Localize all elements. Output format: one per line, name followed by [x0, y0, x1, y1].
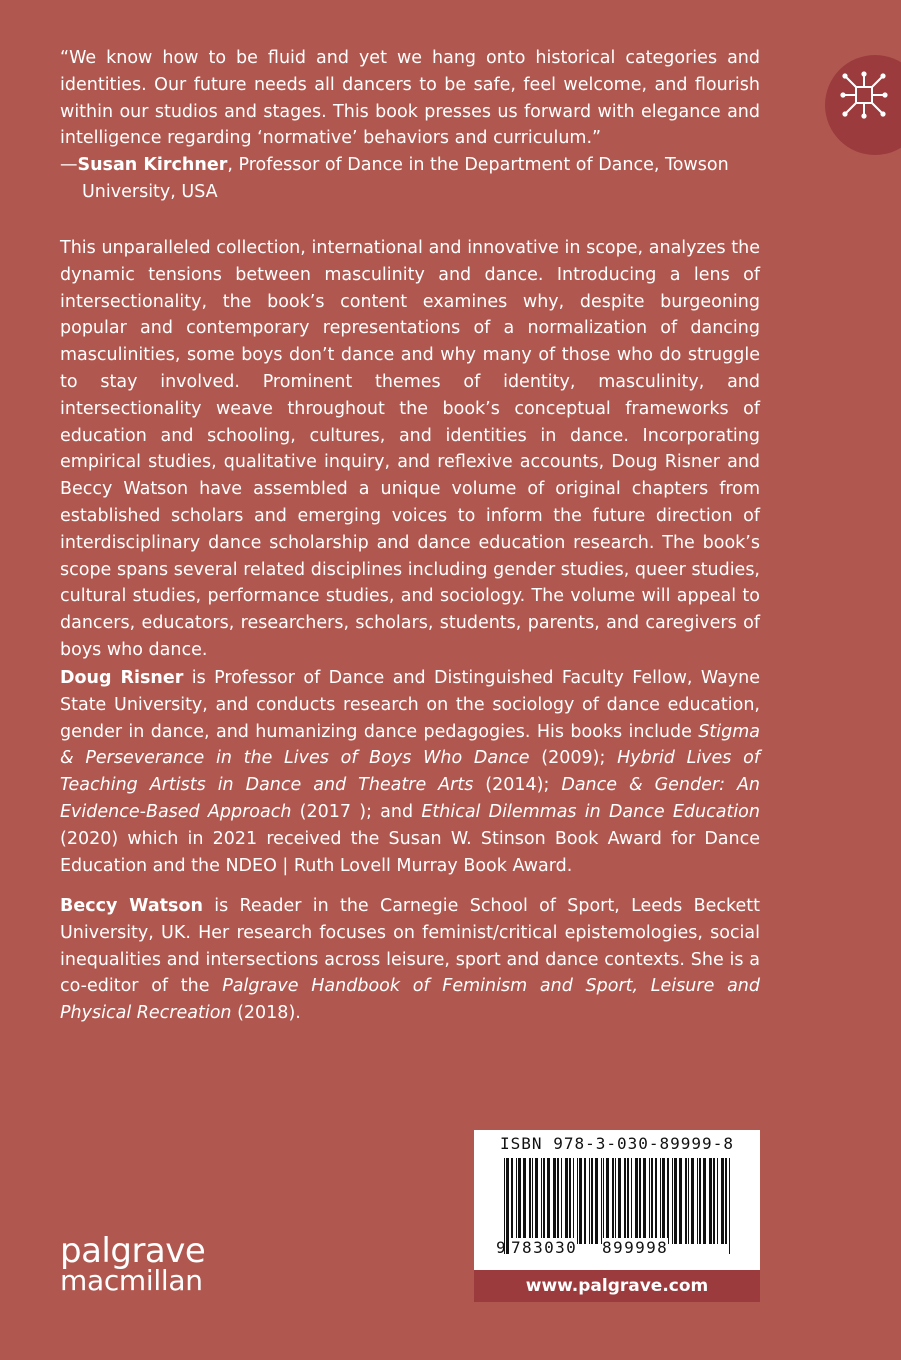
author-name: Beccy Watson	[60, 896, 203, 916]
barcode-bar	[601, 1158, 602, 1244]
barcode-bar	[591, 1158, 593, 1244]
barcode-bar	[557, 1158, 559, 1244]
barcode-bar	[541, 1158, 542, 1244]
barcode-digits-left: 783030	[511, 1238, 578, 1257]
barcode-bar	[729, 1158, 730, 1254]
barcode-bar	[660, 1158, 661, 1244]
barcode-bar	[635, 1158, 638, 1244]
barcode-bar	[584, 1158, 586, 1244]
barcode-bar	[595, 1158, 598, 1244]
quote-text: “We know how to be fluid and yet we hang onto historical categories and identities. Our future needs all dancers to be safe, feel welcome, and flourish within our studios and stages. This book presses us forward with elegance and intelligence regarding ‘normative’ behaviors and curriculum.”	[60, 48, 760, 149]
barcode-bar	[561, 1158, 562, 1244]
bio-text: is Professor of Dance and Distinguished Faculty Fellow, Wayne State University, and conducts research on the sociology of dance education, gender in dance, and humanizing dance pedagogies. His books include	[60, 668, 760, 742]
publisher-name-line2: macmillan	[60, 1264, 203, 1297]
quote-author: Susan Kirchner	[77, 155, 228, 176]
barcode-bar	[532, 1158, 533, 1244]
barcode-bar	[643, 1158, 646, 1244]
isbn-barcode	[474, 1130, 760, 1302]
book-title: Ethical Dilemmas in Dance Education	[421, 801, 760, 822]
author-bio-risner	[60, 665, 760, 879]
barcode-bar	[685, 1158, 687, 1244]
barcode-bar	[579, 1158, 582, 1244]
book-title: Dance & Gender: An Evidence-Based Approach	[60, 775, 761, 822]
book-title: Hybrid Lives of Teaching Artists in Dance and Theatre Arts	[60, 748, 760, 796]
barcode-bar	[709, 1158, 712, 1244]
book-title: Stigma & Perseverance in the Lives of Boys Who Dance	[60, 721, 760, 769]
barcode-bar	[649, 1158, 650, 1244]
barcode-digits-right: 899998	[602, 1238, 669, 1257]
barcode-bar	[529, 1158, 531, 1244]
barcode-bar	[589, 1158, 590, 1244]
bio-text: (2009);	[529, 748, 618, 769]
barcode-bar	[569, 1158, 571, 1244]
barcode-digit-first: 9	[496, 1238, 508, 1257]
barcode-bar	[523, 1158, 526, 1244]
barcode-bar	[612, 1158, 614, 1244]
barcode-bar	[721, 1158, 724, 1244]
barcode-bar	[639, 1158, 641, 1244]
quote-affiliation: , Professor of Dance in the Department of Dance, Towson University, USA	[82, 155, 729, 202]
barcode-bar	[606, 1158, 609, 1244]
barcode-bar	[516, 1158, 517, 1244]
barcode-bar	[699, 1158, 701, 1244]
bio-text: is Reader in the Carnegie School of Sport, Leeds Beckett University, UK. Her research focuses on feminist/critical epistemologies, social inequalities and intersections across leisure, sport and dance contexts. She is a co-editor of the	[60, 896, 760, 997]
barcode-bar	[688, 1158, 689, 1244]
barcode-bar	[547, 1158, 550, 1244]
palgrave-logo-tab	[825, 55, 901, 155]
quote-attribution	[60, 152, 760, 206]
bio-text: (2018).	[231, 1003, 301, 1024]
barcode-bar	[553, 1158, 556, 1244]
author-name: Doug Risner	[60, 668, 184, 688]
barcode-bar	[573, 1158, 574, 1244]
barcode-bar	[565, 1158, 568, 1244]
barcode-bar	[672, 1158, 673, 1244]
publisher-logo	[60, 1231, 206, 1297]
barcode-bar	[713, 1158, 715, 1244]
barcode-bar	[511, 1158, 513, 1244]
barcode-bar	[655, 1158, 657, 1244]
barcode-bar	[535, 1158, 538, 1244]
bio-text: (2017 ); and	[291, 801, 422, 822]
barcode-bar	[624, 1158, 626, 1244]
barcode-bar	[651, 1158, 653, 1244]
endorsement-quote	[60, 45, 760, 206]
publisher-name-line1: palgrave	[60, 1231, 206, 1271]
bio-text: (2020) which in 2021 received the Susan W. Stinson Book Award for Dance Education and the NDEO | Ruth Lovell Murray Book Award.	[60, 828, 760, 876]
quote-dash: —	[60, 155, 78, 176]
barcode-bar	[662, 1158, 665, 1244]
barcode-bar	[697, 1158, 698, 1244]
barcode-bar	[691, 1158, 694, 1244]
author-bio-watson	[60, 893, 760, 1027]
barcode-bar	[627, 1158, 629, 1244]
book-title: Palgrave Handbook of Feminism and Sport, Leisure and Physical Recreation	[60, 976, 760, 1024]
book-description: This unparalleled collection, international and innovative in scope, analyzes the dynamic tensions between masculinity and dance. Introducing a lens of intersectionality, the book’s content examines why, despite burgeoning popular and contemporary representations of a normalization of dancing masculinities, some boys don’t dance and why many of those who do struggle to stay involved. Prominent themes of identity, masculinity, and intersectionality weave throughout the book’s conceptual frameworks of education and schooling, cultures, and identities in dance. Incorporating empirical studies, qualitative inquiry, and reflexive accounts, Doug Risner and Beccy Watson have assembled a unique volume of original chapters from established scholars and emerging voices to inform the future direction of interdisciplinary dance scholarship and dance education research. The book’s scope spans several related disciplines including gender studies, queer studies, cultural studies, performance studies, and sociology. The volume will appeal to dancers, educators, researchers, scholars, students, parents, and caregivers of boys who dance.	[60, 238, 760, 660]
barcode-bar	[679, 1158, 682, 1244]
publisher-url: www.palgrave.com	[474, 1270, 760, 1302]
barcode-bar	[667, 1158, 669, 1244]
barcode-bar	[518, 1158, 521, 1244]
bio-text: (2014);	[473, 775, 562, 796]
barcode-bar	[603, 1158, 604, 1244]
barcode-bar	[631, 1158, 632, 1244]
barcode-bar	[674, 1158, 677, 1244]
barcode-bar	[717, 1158, 718, 1244]
barcode-bar	[703, 1158, 706, 1244]
isbn-label: ISBN 978-3-030-89999-8	[500, 1134, 734, 1153]
palgrave-network-icon	[839, 70, 889, 120]
barcode-bar	[577, 1158, 578, 1244]
barcode-bar	[725, 1158, 727, 1244]
barcode-bar	[543, 1158, 545, 1244]
